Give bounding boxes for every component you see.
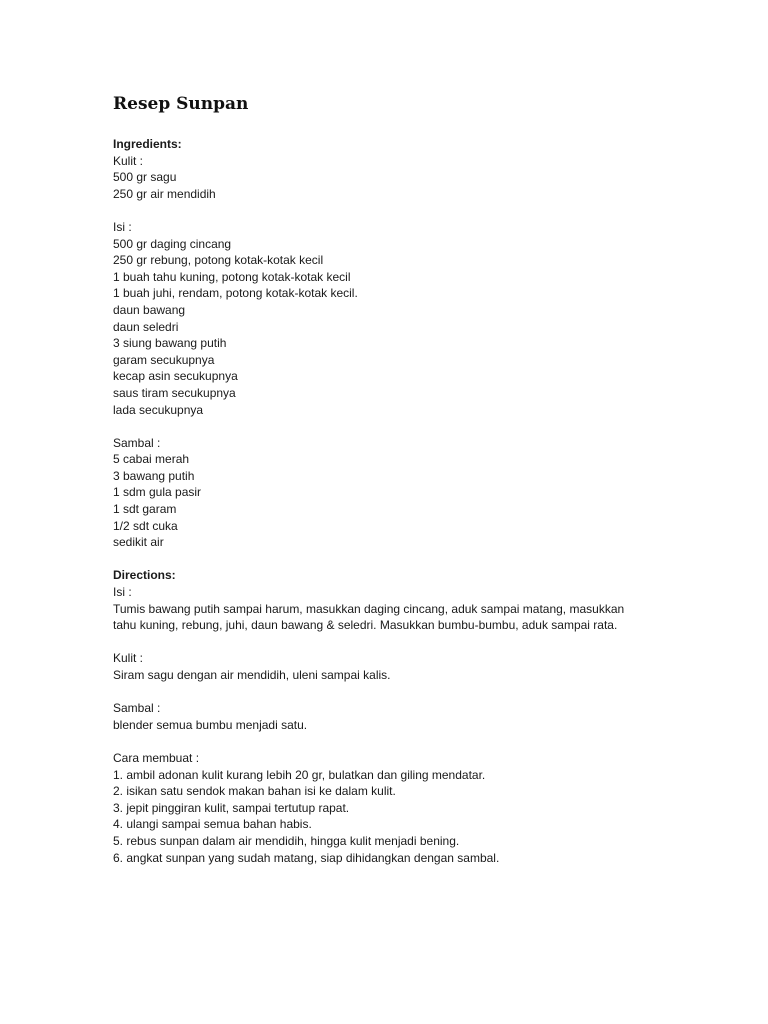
ingredient-item: 3 siung bawang putih [113, 336, 227, 351]
spacer [113, 202, 673, 219]
direction-line: tahu kuning, rebung, juhi, daun bawang & seledri. Masukkan bumbu-bumbu, aduk sampai rata. [113, 618, 618, 633]
kulit-label: Kulit : [113, 153, 144, 168]
directions-heading: Directions: [113, 568, 176, 583]
sambal-label: Sambal : [113, 701, 161, 716]
ingredients-section [113, 136, 673, 551]
step-item: 5. rebus sunpan dalam air mendidih, hingga kulit menjadi bening. [113, 833, 460, 848]
spacer [113, 684, 673, 701]
step-item: 3. jepit pinggiran kulit, sampai tertutup rapat. [113, 800, 350, 815]
spacer [113, 634, 673, 651]
step-item: 2. isikan satu sendok makan bahan isi ke dalam kulit. [113, 784, 396, 799]
spacer [113, 551, 673, 568]
direction-line: blender semua bumbu menjadi satu. [113, 717, 308, 732]
ingredient-item: 3 bawang putih [113, 468, 195, 483]
ingredient-item: 250 gr air mendidih [113, 186, 216, 201]
step-item: 4. ulangi sampai semua bahan habis. [113, 817, 312, 832]
ingredient-item: sedikit air [113, 535, 164, 550]
ingredient-item: lada secukupnya [113, 402, 204, 417]
cara-membuat-label: Cara membuat : [113, 750, 200, 765]
ingredient-item: saus tiram secukupnya [113, 385, 236, 400]
sambal-label: Sambal : [113, 435, 161, 450]
ingredient-item: garam secukupnya [113, 352, 215, 367]
direction-line: Siram sagu dengan air mendidih, uleni sampai kalis. [113, 668, 391, 682]
ingredient-item: 250 gr rebung, potong kotak-kotak kecil [113, 253, 324, 268]
directions-section [113, 567, 673, 866]
ingredient-item: daun bawang [113, 302, 186, 317]
ingredient-item: 1 buah tahu kuning, potong kotak-kotak kecil [113, 269, 351, 284]
step-item: 1. ambil adonan kulit kurang lebih 20 gr, bulatkan dan giling mendatar. [113, 767, 486, 782]
ingredients-heading: Ingredients: [113, 137, 182, 151]
ingredient-item: kecap asin secukupnya [113, 369, 238, 384]
ingredient-item: 5 cabai merah [113, 452, 190, 467]
ingredient-item: 500 gr sagu [113, 170, 177, 185]
ingredient-item: 1 buah juhi, rendam, potong kotak-kotak kecil. [113, 286, 358, 301]
isi-label: Isi : [113, 219, 132, 234]
step-item: 6. angkat sunpan yang sudah matang, siap dihidangkan dengan sambal. [113, 850, 500, 865]
ingredient-item: daun seledri [113, 319, 179, 334]
spacer [113, 733, 673, 750]
direction-line: Tumis bawang putih sampai harum, masukkan daging cincang, aduk sampai matang, masukkan [113, 601, 625, 616]
kulit-label: Kulit : [113, 651, 144, 666]
ingredient-item: 1 sdt garam [113, 502, 177, 517]
ingredient-item: 500 gr daging cincang [113, 236, 232, 251]
ingredient-item: 1/2 sdt cuka [113, 518, 178, 533]
page-title: Resep Sunpan [113, 94, 249, 114]
ingredient-item: 1 sdm gula pasir [113, 485, 202, 500]
isi-label: Isi : [113, 585, 132, 600]
recipe-document [113, 92, 673, 866]
spacer [113, 418, 673, 435]
